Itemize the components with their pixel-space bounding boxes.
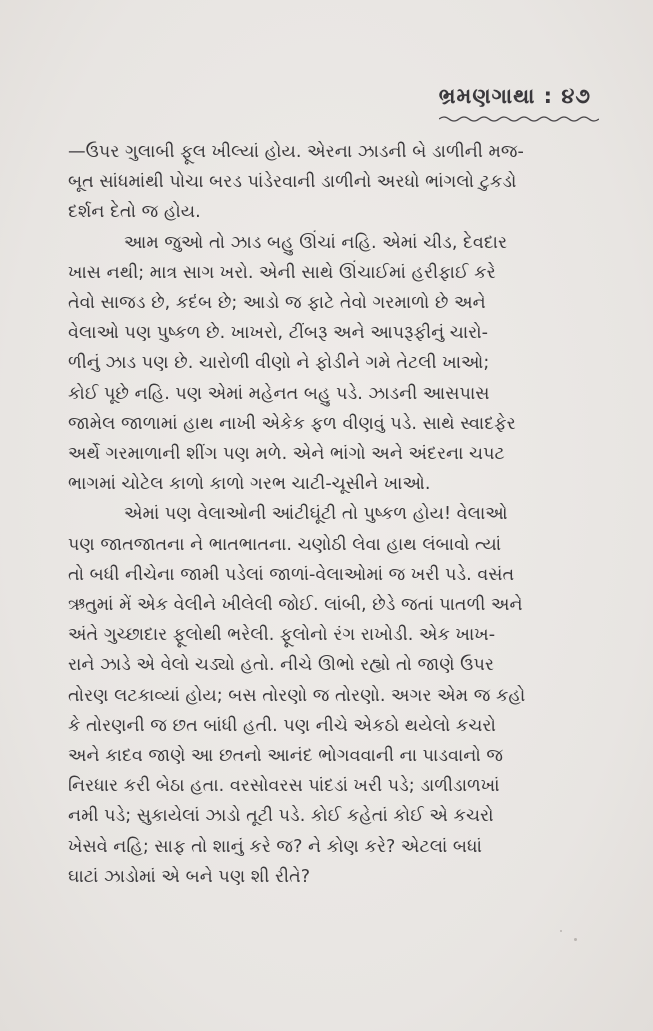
text-line: અને કાદવ જાણે આ છતનો આનંદ ભોગવવાની ના પાડવાનો જ: [68, 746, 504, 767]
text-line: તો બધી નીચેના જામી પડેલાં જાળાં-વેલાઓમાં જ ખરી પડે. વસંત: [68, 564, 515, 585]
text-line: નિરધાર કરી બેઠા હતા. વરસોવરસ પાંદડાં ખરી પડે; ડાળીડાળખાં: [68, 776, 500, 797]
text-line: ખાસ નથી; માત્ર સાગ ખરો. એની સાથે ઊંચાઈમાં હરીફાઈ કરે: [68, 262, 496, 283]
text-line: બૂત સાંધમાંથી પોચા બરડ પાંડેરવાની ડાળીનો અરધો ભાંગલો ટુકડો: [68, 172, 517, 193]
text-line: રાને ઝાડે એ વેલો ચડ્યો હતો. નીચે ઊભો રહ્યો તો જાણે ઉપર: [68, 655, 494, 676]
paragraph-3: [68, 499, 580, 892]
body-text: [68, 137, 580, 892]
text-line: તોરણ લટકાવ્યાં હોય; બસ તોરણો જ તોરણો. અગર એમ જ કહો: [68, 685, 526, 706]
text-line: ભાગમાં ચોટેલ કાળો કાળો ગરભ ચાટી-ચૂસીને ખાઓ.: [68, 474, 431, 495]
text-line: જામેલ જાળામાં હાથ નાખી એકેક ફળ વીણવું પડે. સાથે સ્વાદફેર: [68, 413, 516, 434]
text-line: તેવો સાજડ છે, કદંબ છે; આડો જ ફાટે તેવો ગરમાળો છે અને: [68, 293, 486, 314]
text-line: ળીનું ઝાડ પણ છે. ચારોળી વીણો ને ફોડીને ગમે તેટલી ખાઓ;: [68, 353, 490, 374]
text-line: અંતે ગુચ્છાદાર ફૂલોથી ભરેલી. ફૂલોનો રંગ રાખોડી. એક ખાખ-: [68, 625, 496, 646]
text-line: એમાં પણ વેલાઓની આંટીઘૂંટી તો પુષ્કળ હોય! વેલાઓ: [124, 504, 508, 525]
header-underline-ornament: [439, 115, 599, 123]
text-line: નમી પડે; સુકાયેલાં ઝાડો તૂટી પડે. કોઈ કહેતાં કોઈ એ કચરો: [68, 806, 494, 827]
paragraph-1: [68, 137, 580, 228]
text-line: આમ જુઓ તો ઝાડ બહુ ઊંચાં નહિ. એમાં ચીડ, દેવદાર: [124, 232, 508, 253]
paper-speck: [574, 938, 577, 941]
text-line: અર્થે ગરમાળાની શીંગ પણ મળે. એને ભાંગો અને અંદરના ચપટ: [68, 444, 505, 465]
text-line: —ઉપર ગુલાબી ફૂલ ખીલ્યાં હોય. એરના ઝાડની બે ડાળીની મજ-: [68, 142, 524, 162]
text-line: ઋતુમાં મેં એક વેલીને ખીલેલી જોઈ. લાંબી, છેડે જતાં પાતળી અને: [68, 595, 523, 616]
paragraph-2: [68, 228, 580, 500]
text-line: કોઈ પૂછે નહિ. પણ એમાં મહેનત બહુ પડે. ઝાડની આસપાસ: [68, 383, 490, 404]
text-line: કે તોરણની જ છત બાંધી હતી. પણ નીચે એકઠો થયેલો કચરો: [68, 715, 496, 736]
paper-speck: [560, 930, 562, 932]
page-header: [439, 84, 591, 109]
text-line: ઘાટાં ઝાડોમાં એ બને પણ શી રીતે?: [68, 866, 311, 887]
text-line: વેલાઓ પણ પુષ્કળ છે. ખાખરો, ટીંબરૂ અને આપરૂફીનું ચારો-: [68, 323, 489, 344]
running-head-title: ભ્રમણગાથા : ૪૭: [438, 84, 591, 108]
text-line: ખેસવે નહિ; સાફ તો શાનું કરે જ? ને કોણ કરે? એટલાં બધાં: [68, 836, 482, 857]
text-line: દર્શન દેતો જ હોય.: [68, 202, 201, 223]
text-line: પણ જાતજાતના ને ભાતભાતના. ચણોઠી લેવા હાથ લંબાવો ત્યાં: [68, 534, 502, 555]
